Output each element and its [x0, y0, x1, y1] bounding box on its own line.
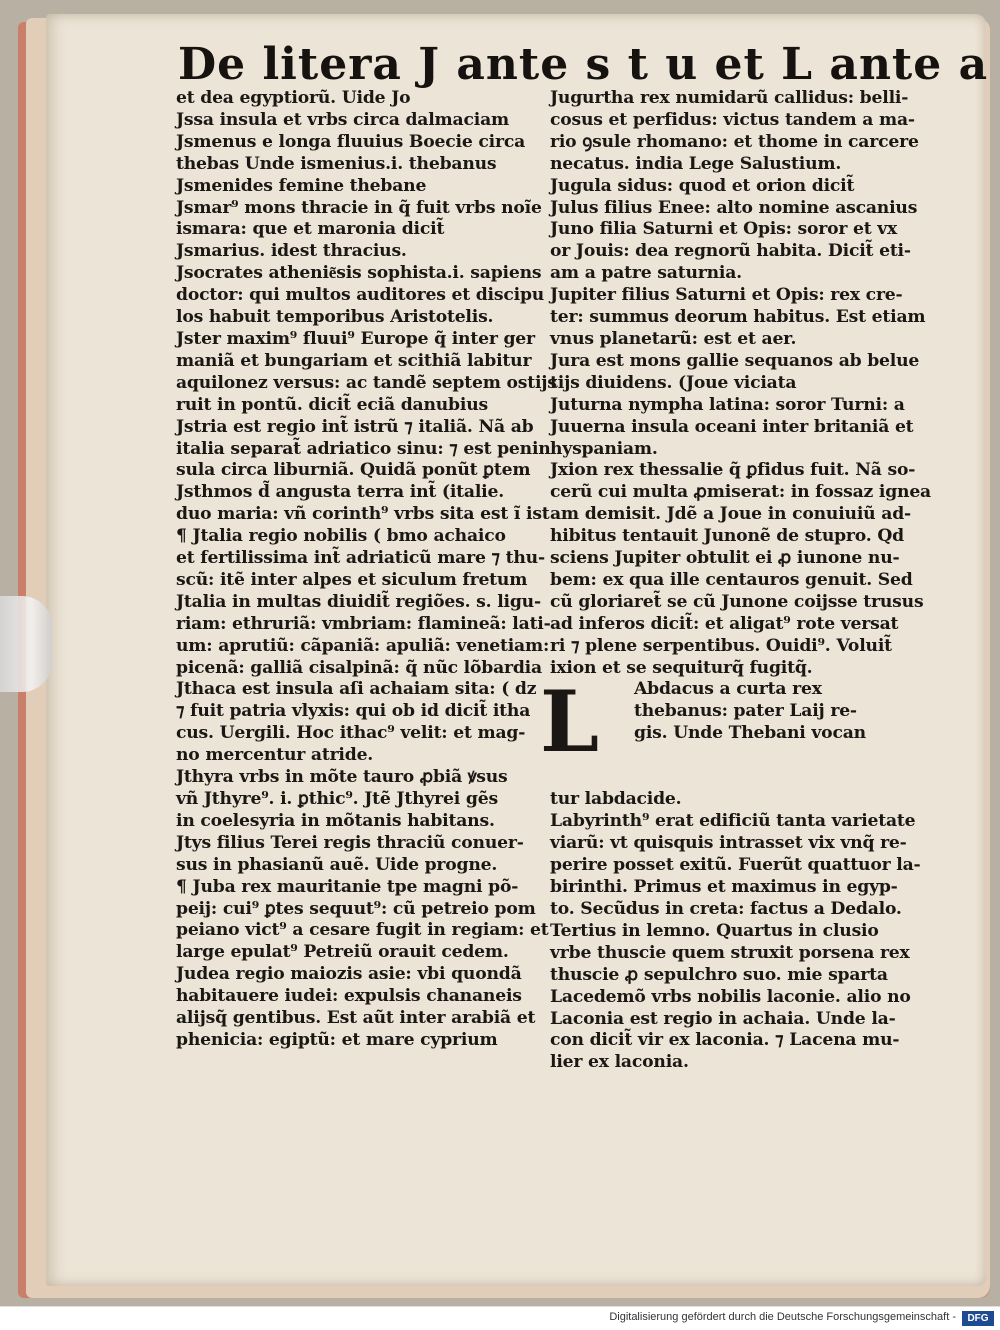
text-line: no mercentur atride.	[176, 745, 374, 766]
text-line: in coelesyria in mõtanis habitans.	[176, 810, 495, 831]
text-line: peij: cui⁹ ꝑtes sequut⁹: cũ petreio pom	[176, 898, 536, 919]
text-line: Jthyra vrbs in mõte tauro ꝓbiã ꝟsus	[176, 767, 508, 788]
text-line: Juturna nympha latina: soror Turni: a	[550, 394, 905, 415]
text-line: Labyrinth⁹ erat edificiũ tanta varietate	[550, 811, 916, 832]
text-line: Jxion rex thessalie q̃ ꝑfidus fuit. Nã so-	[550, 460, 916, 481]
text-line: los habuit temporibus Aristotelis.	[176, 307, 494, 328]
page-clip	[0, 596, 52, 692]
text-line: thebas Unde ismenius.i. thebanus	[176, 153, 497, 174]
text-line: gis. Unde Thebani vocan	[634, 723, 866, 744]
text-line: cerũ cui multa ꝓmiserat: in fossaz ignea	[550, 482, 931, 503]
text-line: necatus. india Lege Salustium.	[550, 153, 842, 174]
text-line: ruit in pontũ. dicit̃ eciã danubius	[176, 394, 488, 415]
text-line: Jsmarius. idest thracius.	[176, 241, 407, 262]
text-line: picenã: galliã cisalpinã: q̃ nũc lõbardia	[176, 657, 542, 678]
text-line: Jugula sidus: quod et orion dicit̃	[550, 175, 855, 196]
text-line: to. Secũdus in creta: factus a Dedalo.	[550, 899, 902, 919]
text-line: Jster maxim⁹ fluui⁹ Europe q̃ inter ger	[176, 328, 535, 349]
text-line: cũ gloriaret̃ se cũ Junone coijsse trusus	[550, 591, 924, 612]
text-line: peiano vict⁹ a cesare fugit in regiam: et	[176, 920, 549, 941]
text-line: Juuerna insula oceani inter britaniã et	[550, 416, 914, 437]
text-line: vñ Jthyre⁹. i. ꝑthic⁹. Jtẽ Jthyrei gẽs	[176, 789, 498, 809]
text-line: ri ⁊ plene serpentibus. Ouidi⁹. Voluit̃	[550, 635, 892, 656]
text-line: ¶ Juba rex mauritanie tpe magni põ-	[176, 876, 519, 897]
text-line: aquilonez versus: ac tandẽ septem ostijs	[176, 372, 557, 393]
text-line: duo maria: vñ corinth⁹ vrbs sita est ĩ ist	[176, 504, 550, 525]
left-column	[176, 88, 557, 1052]
text-line: lier ex laconia.	[550, 1052, 689, 1073]
text-line: Jura est mons gallie sequanos ab belue	[550, 350, 920, 371]
text-line: Jugurtha rex numidarũ callidus: belli-	[550, 88, 909, 108]
text-line: et dea egyptiorũ. Uide Jo	[176, 88, 411, 108]
text-line: Jsmar⁹ mons thracie in q̃ fuit vrbs noĩe	[176, 197, 542, 218]
text-line: Jstria est regio int̃ istrũ ⁊ italiã. Nã ab	[176, 416, 534, 437]
text-line: alijsq̃ gentibus. Est aũt inter arabiã et	[176, 1008, 536, 1029]
text-line: habitauere iudei: expulsis chananeis	[176, 986, 522, 1007]
text-line: ismara: que et maronia dicit̃	[176, 219, 445, 240]
text-line: sus in phasianũ auẽ. Uide progne.	[176, 854, 498, 875]
decorated-initial-letter: L	[540, 672, 599, 772]
text-line: sula circa liburniã. Quidã ponũt ꝑtem	[176, 460, 531, 481]
text-line: sciens Jupiter obtulit ei ꝓ iunone nu-	[550, 548, 900, 569]
text-line: cosus et perfidus: victus tandem a ma-	[550, 109, 915, 130]
text-line: Laconia est regio in achaia. Unde la-	[550, 1008, 896, 1029]
text-line: Jsthmos d̃ angusta terra int̃ (italie.	[176, 482, 505, 503]
text-line: scũ: itẽ inter alpes et siculum fretum	[176, 569, 528, 590]
text-line: thebanus: pater Laij re-	[634, 701, 857, 722]
text-line: or Jouis: dea regnorũ habita. Dicit̃ eti-	[550, 241, 911, 262]
text-line: Judea regio maiozis asie: vbi quondã	[176, 964, 522, 985]
text-line: large epulat⁹ Petreiũ orauit cedem.	[176, 942, 509, 963]
text-line: am a patre saturnia.	[550, 263, 742, 284]
text-line: Julus filius Enee: alto nomine ascanius	[550, 197, 918, 218]
text-line: cus. Uergili. Hoc ithac⁹ velit: et mag-	[176, 723, 526, 744]
text-line: italia separat̃ adriatico sinu: ⁊ est penin	[176, 438, 551, 459]
text-line: perire posset exitũ. Fuerũt quattuor la-	[550, 855, 921, 876]
text-line: um: aprutiũ: cãpaniã: apuliã: venetiam:	[176, 635, 550, 656]
text-line: birinthi. Primus et maximus in egyp-	[550, 877, 898, 898]
text-line: et fertilissima int̃ adriaticũ mare ⁊ thu-	[176, 548, 545, 569]
text-line: ad inferos dicit̃: et aligat⁹ rote versat	[550, 613, 899, 634]
text-line: Jtys filius Terei regis thraciũ conuer-	[176, 832, 524, 853]
text-line: ¶ Jtalia regio nobilis ( bmo achaico	[176, 526, 506, 547]
initial-block	[540, 672, 902, 789]
text-line: Tertius in lemno. Quartus in clusio	[550, 920, 879, 941]
text-line: tur labdacide.	[550, 789, 682, 810]
text-line: con dicit̃ vir ex laconia. ⁊ Lacena mu-	[550, 1030, 900, 1051]
text-line: Lacedemõ vrbs nobilis laconie. alio no	[550, 986, 911, 1007]
right-column-bottom	[550, 789, 921, 1074]
footer-credit: Digitalisierung gefördert durch die Deutsche Forschungsgemeinschaft -	[609, 1311, 956, 1323]
dfg-logo: DFG	[962, 1311, 994, 1326]
text-line: doctor: qui multos auditores et discipu	[176, 285, 545, 306]
text-line: ter: summus deorum habitus. Est etiam	[550, 307, 926, 328]
text-line: Juno filia Saturni et Opis: soror et vx	[550, 219, 898, 240]
text-line: bem: ex qua ille centauros genuit. Sed	[550, 569, 913, 590]
text-line: hyspaniam.	[550, 438, 658, 459]
footer-bar	[0, 1306, 1000, 1330]
text-line: Jthaca est insula aſi achaiam sita: ( dz	[176, 679, 537, 700]
text-line: Jupiter filius Saturni et Opis: rex cre-	[550, 285, 903, 306]
text-line: rio ꝯsule rhomano: et thome in carcere	[550, 131, 919, 152]
page-header: De litera J ante s t u et L ante a	[178, 39, 989, 90]
text-line: ixion et se sequiturq̃ fugitq̃.	[550, 657, 813, 678]
text-line: Jtalia in multas diuidit̃ regiões. s. ligu-	[176, 591, 541, 612]
text-line: vrbe thuscie quem struxit porsena rex	[550, 942, 910, 963]
text-line: riam: ethruriã: vmbriam: flamineã: lati-	[176, 613, 551, 634]
text-line: am demisit. Jdẽ a Joue in conuiuiũ ad-	[550, 504, 911, 525]
text-line: Jsmenides femine thebane	[176, 175, 427, 196]
text-line: phenicia: egiptũ: et mare cyprium	[176, 1029, 498, 1050]
text-line: tijs diuidens. (Joue viciata	[550, 372, 797, 393]
text-line: Jssa insula et vrbs circa dalmaciam	[176, 109, 509, 130]
text-line: thuscie ꝓ sepulchro suo. mie sparta	[550, 964, 888, 985]
text-line: hibitus tentauit Junonẽ de stupro. Qd	[550, 526, 904, 547]
text-line: viarũ: vt quisquis intrasset vix vnq̃ re-	[550, 833, 907, 854]
right-column-top	[550, 88, 931, 679]
text-line: Jsocrates athenie͂sis sophista.i. sapiens	[176, 263, 542, 284]
right-column	[540, 88, 931, 1074]
text-line: vnus planetarũ: est et aer.	[550, 328, 797, 349]
text-line: maniã et bungariam et scithiã labitur	[176, 350, 532, 371]
text-line: Abdacus a curta rex	[634, 679, 822, 700]
text-line: Jsmenus e longa fluuius Boecie circa	[176, 131, 526, 152]
text-line: ⁊ fuit patria vlyxis: qui ob id dicit̃ itha	[176, 701, 531, 722]
initial-lines	[634, 679, 902, 745]
